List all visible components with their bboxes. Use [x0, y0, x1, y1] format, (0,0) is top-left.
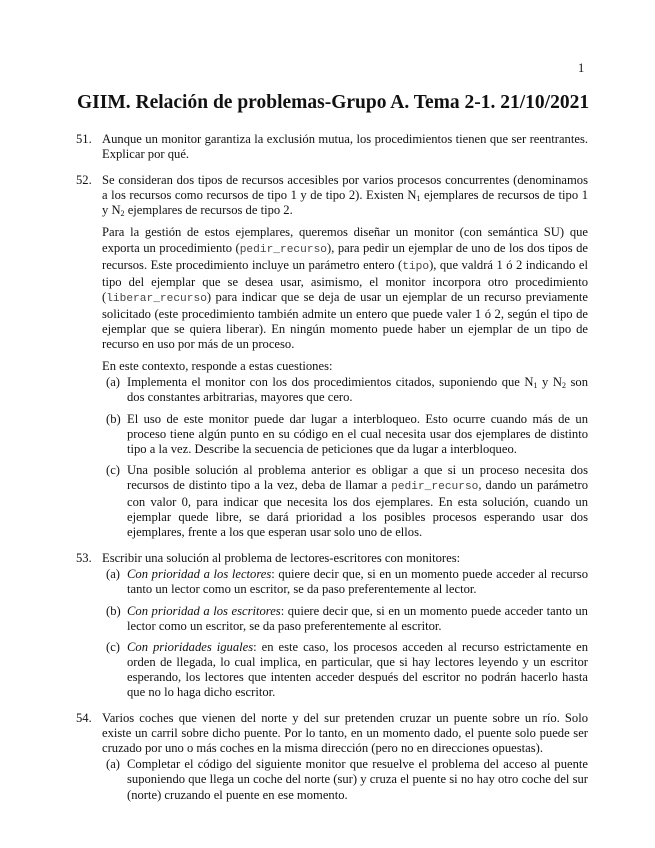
text-run: Completar el código del siguiente monitor que resuelve el problema del acceso al puente suponiendo que llega un coche del norte (sur) y cruza el puente si no hay otro coche del sur (norte) cruzando el puente en ese momento.: [127, 757, 588, 802]
text-run: y N: [537, 375, 562, 390]
text-run: ) para indicar que se deja de usar un ejemplar de un recurso previamente solicitado (este procedimiento también admite un entero que puede valer 1 ó 2, según el tipo de ejemplar que se quiera liberar). En ningún momento puede haber un ejemplar de un tipo de recurso en uso por más de un proceso.: [102, 289, 588, 352]
subquestion-label: (b): [106, 411, 121, 426]
subquestion-label: (b): [106, 603, 121, 618]
problem-paragraph: Escribir una solución al problema de lectores-escritores con monitores:: [102, 551, 461, 566]
subquestion-a: [102, 375, 588, 405]
text-run: son dos constantes arbitrarias, mayores que cero.: [127, 375, 588, 405]
text-run: Se consideran dos tipos de recursos accesibles por varios procesos concurrentes (denominamos a los recursos como recursos de tipo 1 y de tipo 2). Existen N: [102, 173, 588, 203]
text-run: : quiere decir que, si en un momento puede acceder al recurso tanto un lector como un escritor, se da paso preferentemente al lector.: [127, 567, 589, 597]
subquestion-c: [102, 463, 588, 540]
text-run: ejemplares de recursos de tipo 2.: [124, 203, 293, 218]
text-run: ejemplares de recursos de tipo 1 y N: [102, 188, 588, 218]
subquestion-label: (a): [106, 757, 120, 772]
text-run: : quiere decir que, si en un momento puede acceder tanto un lector como un escritor, se da paso preferentemente al escritor.: [127, 603, 588, 633]
page-number: 1: [578, 61, 585, 75]
problem-52: [76, 173, 588, 540]
problem-51: [76, 132, 588, 162]
problem-53: [76, 551, 588, 700]
code-identifier: liberar_recurso: [106, 292, 207, 305]
problem-54: [76, 711, 588, 803]
document-title: GIIM. Relación de problemas-Grupo A. Tema 2-1. 21/10/2021: [77, 92, 590, 113]
text-run: , dando un parámetro con valor 0, para indicar que necesita los dos ejemplares. En esta solución, cuando un ejemplar quede libre, se dará prioridad a los posibles procesos esperando usar dos ejemplares, frente a los que esperan usar solo uno de ellos.: [127, 477, 588, 540]
subquestion-label: (a): [106, 375, 120, 390]
emphasis-text: Con prioridad a los lectores: [127, 567, 272, 582]
subquestion-list: [102, 375, 588, 540]
text-run: Una posible solución al problema anterior es obligar a que si un proceso necesita dos recursos de distinto tipo a la vez, deba de llamar a: [127, 462, 588, 492]
text-run: El uso de este monitor puede dar lugar a interbloqueo. Esto ocurre cuando más de un proceso tiene algún punto en su código en el cual necesita usar dos ejemplares de distinto tipo a la vez. Describe la secuencia de peticiones que da lugar a interbloqueo.: [127, 411, 588, 456]
code-identifier: tipo: [402, 260, 430, 273]
subquestion-b: [102, 412, 588, 457]
subquestion-b: [102, 604, 588, 634]
subquestion-a: [102, 567, 588, 597]
problem-list: [76, 132, 588, 814]
subquestion-a: [102, 757, 588, 802]
emphasis-text: Con prioridad a los escritores: [127, 603, 281, 618]
problem-paragraph: En este contexto, responde a estas cuestiones:: [102, 359, 333, 374]
text-run: ), para pedir un ejemplar de uno de los dos tipos de recursos. Este procedimiento incluye un parámetro entero (: [102, 240, 588, 272]
text-run: Para la gestión de estos ejemplares, queremos diseñar un monitor (con semántica SU) que exporta un procedimiento (: [102, 225, 588, 255]
problem-paragraph: [102, 173, 588, 218]
problem-text: Aunque un monitor garantiza la exclusión mutua, los procedimientos tienen que ser reentrantes. Explicar por qué.: [102, 132, 588, 162]
text-run: ), que valdrá 1 ó 2 indicando el tipo del ejemplar que se desea usar, asimismo, el monitor incorpora otro procedimiento (: [102, 257, 588, 304]
code-identifier: pedir_recurso: [239, 243, 327, 256]
subquestion-list: [102, 757, 588, 802]
emphasis-text: Con prioridades iguales: [127, 639, 254, 654]
subquestion-c: [102, 640, 588, 700]
subscript: 1: [533, 381, 538, 391]
code-identifier: pedir_recurso: [391, 480, 479, 493]
subquestion-label: (c): [106, 639, 120, 654]
problem-number: 51.: [76, 132, 92, 146]
subquestion-list: [102, 567, 588, 700]
text-run: Implementa el monitor con los dos procedimientos citados, suponiendo que N: [127, 375, 534, 390]
subscript: 2: [120, 209, 125, 219]
problem-number: 53.: [76, 551, 92, 566]
problem-number: 54.: [76, 711, 92, 726]
problem-paragraph: Varios coches que vienen del norte y del sur pretenden cruzar un puente sobre un río. Solo existe un carril sobre dicho puente. Por lo tanto, en un momento dado, el puente solo puede ser cruzado por uno o más coches en la misma dirección (pero no en direcciones opuestas).: [102, 711, 588, 756]
text-run: : en este caso, los procesos acceden al recurso estrictamente en orden de llegada, lo cual implica, en particular, que si hay lectores leyendo y un escritor esperando, los lectores que intenten acceder después del escritor no podrán hacerlo hasta que no lo haga dicho escritor.: [127, 639, 589, 699]
subscript: 1: [416, 194, 421, 204]
subquestion-label: (a): [106, 567, 120, 582]
problem-number: 52.: [76, 173, 92, 188]
subscript: 2: [561, 381, 566, 391]
problem-paragraph: [102, 225, 588, 352]
subquestion-label: (c): [106, 462, 120, 477]
